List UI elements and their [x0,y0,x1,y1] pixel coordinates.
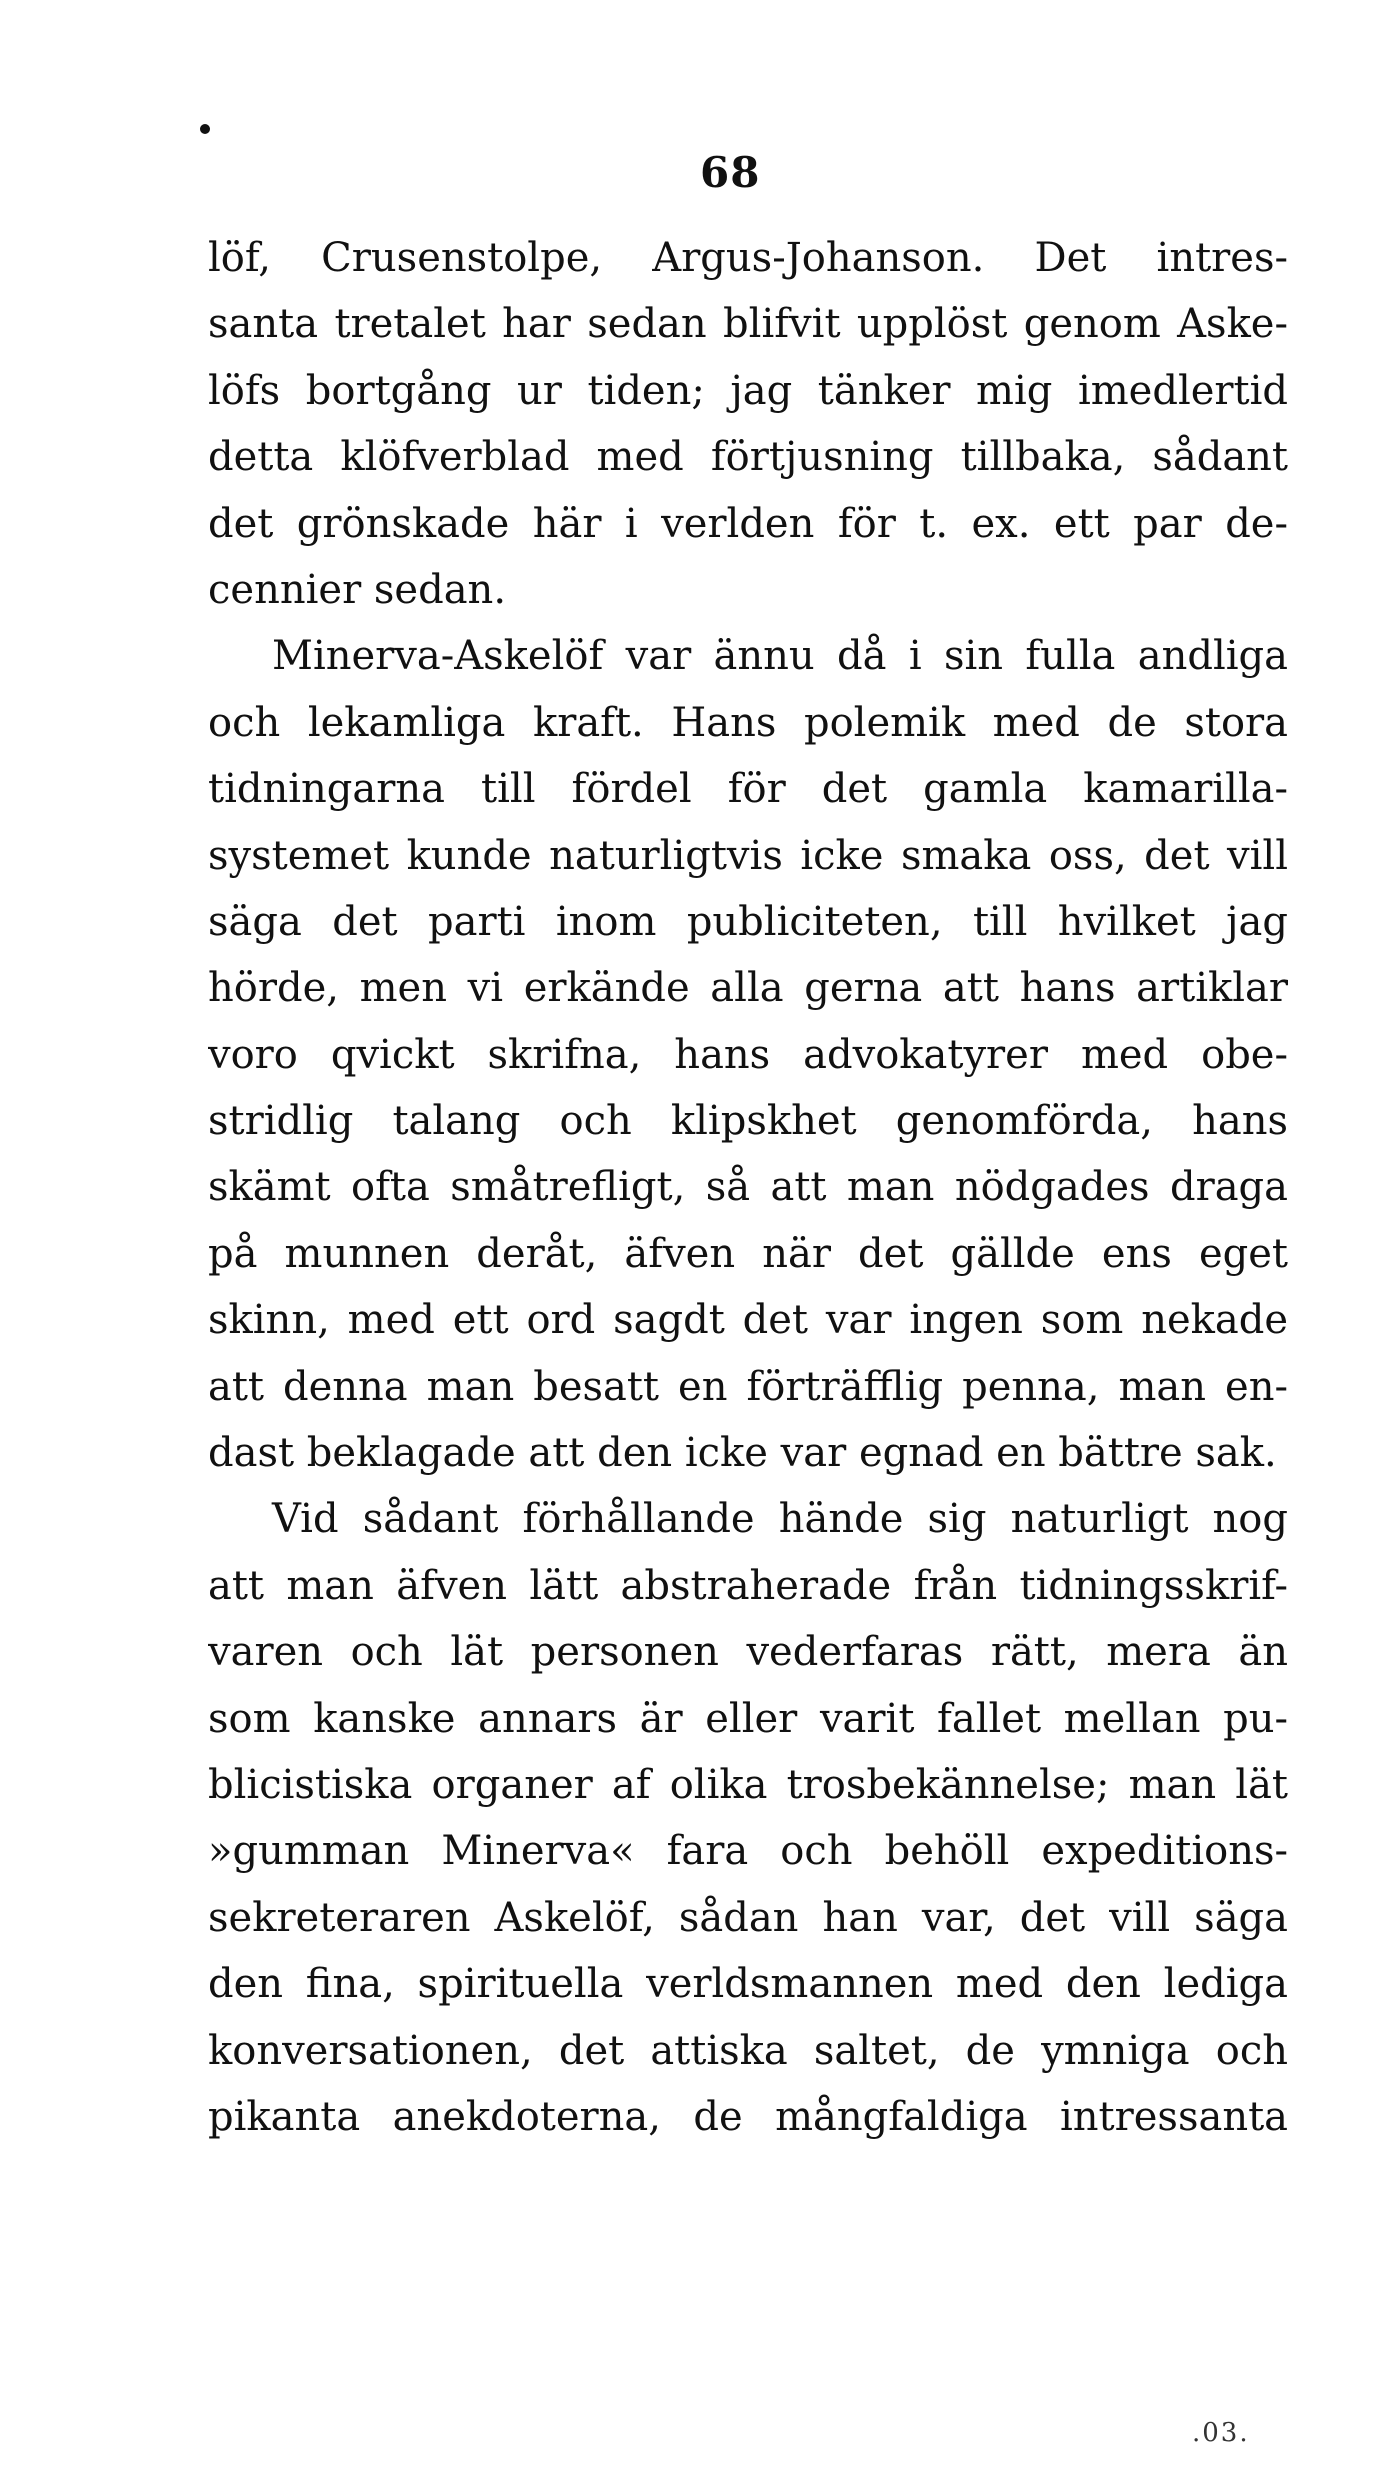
text-line: blicistiska organer af olika trosbekännelse; man lät [208,1761,1288,1808]
text-line: stridlig talang och klipskhet genomförda, hans [208,1098,1288,1145]
text-line: voro qvickt skrifna, hans advokatyrer med obe- [208,1031,1288,1078]
text-line: Vid sådant förhållande hände sig naturligt nog [272,1496,1288,1543]
text-line: skämt ofta småtrefligt, så att man nödgades draga [208,1164,1288,1211]
text-line: att denna man besatt en förträfflig penna, man en- [208,1363,1288,1410]
text-line: som kanske annars är eller varit fallet mellan pu- [208,1695,1288,1742]
ink-dot-mark [200,124,210,134]
paragraph [208,623,1288,1486]
text-line: cennier sedan. [208,566,507,613]
text-line: på munnen deråt, äfven när det gällde ens eget [208,1230,1288,1277]
page-number: 68 [700,148,761,197]
body-text [208,225,1288,2150]
text-line: skinn, med ett ord sagdt det var ingen som nekade [208,1297,1288,1344]
text-line: santa tretalet har sedan blifvit upplöst genom Aske- [208,301,1288,348]
text-line: att man äfven lätt abstraherade från tidningsskrif- [208,1562,1288,1609]
text-line: den fina, spirituella verldsmannen med den lediga [208,1961,1288,2008]
text-line: säga det parti inom publiciteten, till hvilket jag [208,898,1288,945]
text-line: Minerva-Askelöf var ännu då i sin fulla andliga [272,633,1288,680]
text-line: hörde, men vi erkände alla gerna att hans artiklar [208,965,1288,1012]
text-line: tidningarna till fördel för det gamla kamarilla- [208,766,1288,813]
text-line: pikanta anekdoterna, de mångfaldiga intressanta [208,2093,1288,2140]
paragraph [208,1486,1288,2150]
text-line: löfs bortgång ur tiden; jag tänker mig imedlertid [208,367,1288,414]
text-line: och lekamliga kraft. Hans polemik med de stora [208,699,1288,746]
text-line: det grönskade här i verlden för t. ex. ett par de- [208,500,1288,547]
text-line: varen och lät personen vederfaras rätt, mera än [208,1629,1288,1676]
text-line: dast beklagade att den icke var egnad en bättre sak. [208,1430,1277,1477]
text-line: sekreteraren Askelöf, sådan han var, det vill säga [208,1894,1288,1941]
text-line: »gumman Minerva« fara och behöll expeditions- [208,1828,1288,1875]
text-line: systemet kunde naturligtvis icke smaka oss, det vill [208,832,1288,879]
text-line: löf, Crusenstolpe, Argus-Johanson. Det intres- [208,235,1288,281]
text-line: konversationen, det attiska saltet, de ymniga och [208,2027,1288,2074]
paragraph [208,225,1288,623]
text-line: detta klöfverblad med förtjusning tillbaka, sådant [208,434,1288,481]
footer-signature-mark: .03. [1192,2418,1250,2448]
